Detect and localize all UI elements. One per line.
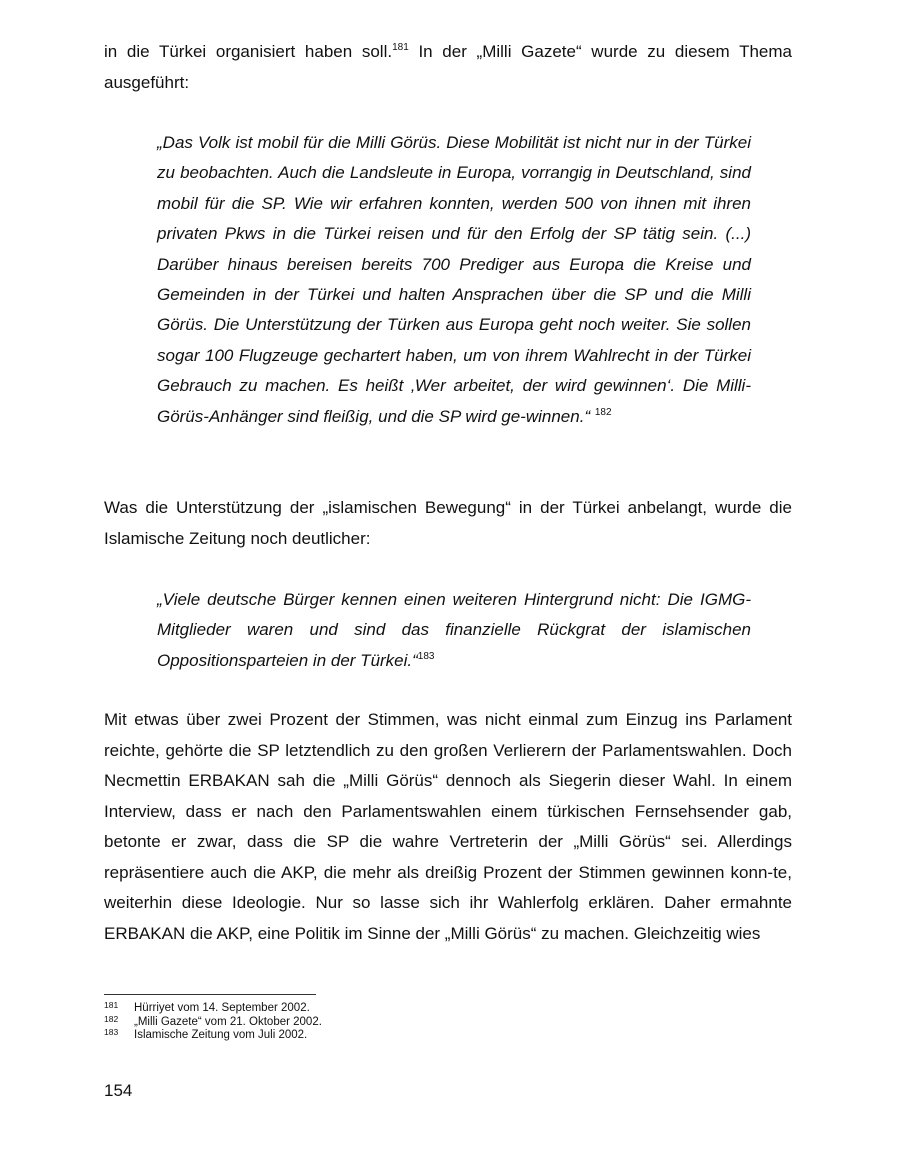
paragraph-text: In der „Milli Gazete“ wurde zu diesem Thema ausgeführt: (104, 42, 792, 92)
footnote-item (104, 1013, 704, 1030)
footnote-number: 183 (104, 1027, 119, 1037)
block-quote-2 (157, 585, 751, 676)
quote-text: „Das Volk ist mobil für die Milli Görüs. Diese Mobilität ist nicht nur in der Türkei zu beobachten. Auch die Landsleute in Europa, vorrangig in Deutschland, sind mobil für die SP. Wie wir erfahren konnten, werden 500 von ihnen mit ihren privaten Pkws in die Türkei reisen und für den Erfolg der SP tätig sein. (...) Darüber hinaus bereisen bereits 700 Prediger aus Europa die Kreise und Gemeinden in der Türkei und halten Ansprachen über die SP und die Milli Görüs. Die Unterstützung der Türken aus Europa geht noch weiter. Sie sollen sogar 100 Flugzeuge gechartert haben, um von ihrem Wahlrecht in der Türkei Gebrauch zu machen. Es heißt ‚Wer arbeitet, der wird gewinnen‘. Die Milli-Görüs-Anhänger sind fleißig, und die SP wird ge-winnen. (157, 133, 751, 426)
page-number: 154 (104, 1081, 133, 1100)
quote-closing-mark: “ (584, 406, 595, 426)
quote-text: „Viele deutsche Bürger kennen einen weiteren Hintergrund nicht: Die IGMG-Mitglieder waren und sind das finanzielle Rückgrat der islamischen Oppositionsparteien in der Türkei.“ (157, 590, 751, 670)
footnote-reference-183: 183 (417, 650, 435, 662)
body-paragraph-1 (104, 37, 792, 98)
body-paragraph-3 (104, 705, 792, 949)
footnote-separator (104, 994, 316, 995)
footnote-reference-181: 181 (392, 42, 409, 53)
footnote-item (104, 1002, 704, 1016)
paragraph-text: in die Türkei organisiert haben soll. (104, 42, 393, 61)
paragraph-text: Mit etwas über zwei Prozent der Stimmen, was nicht einmal zum Einzug ins Parlament reichte, gehörte die SP letztendlich zu den großen Verlierern der Parlamentswahlen. Doch Necmettin ERBAKAN sah die „Milli Görüs“ dennoch als Siegerin dieser Wahl. In einem Interview, dass er nach den Parlamentswahlen einem türkischen Fernsehsender gab, betonte er zwar, dass die SP die wahre Vertreterin der „Milli Görüs“ sei. Allerdings repräsentiere auch die AKP, die mehr als dreißig Prozent der Stimmen gewinnen konn-te, weiterhin diese Ideologie. Nur so lasse sich ihr Wahlerfolg erklären. Daher ermahnte ERBAKAN die AKP, eine Politik im Sinne der „Milli Görüs“ zu machen. Gleichzeitig wies (104, 710, 792, 943)
footnote-number: 181 (104, 1000, 119, 1010)
footnotes (104, 1002, 704, 1043)
footnote-text: Islamische Zeitung vom Juli 2002. (134, 1029, 308, 1041)
block-quote-1 (157, 128, 751, 432)
footnote-number: 182 (104, 1013, 119, 1024)
paragraph-text: Was die Unterstützung der „islamischen Bewegung“ in der Türkei anbelangt, wurde die Islamische Zeitung noch deutlicher: (104, 498, 792, 548)
footnote-text: Hürriyet vom 14. September 2002. (134, 1002, 310, 1014)
footnote-reference-182: 182 (594, 406, 612, 418)
footnote-text: „Milli Gazete“ vom 21. Oktober 2002. (134, 1015, 322, 1028)
body-paragraph-2 (104, 493, 792, 554)
footnote-item (104, 1029, 704, 1043)
